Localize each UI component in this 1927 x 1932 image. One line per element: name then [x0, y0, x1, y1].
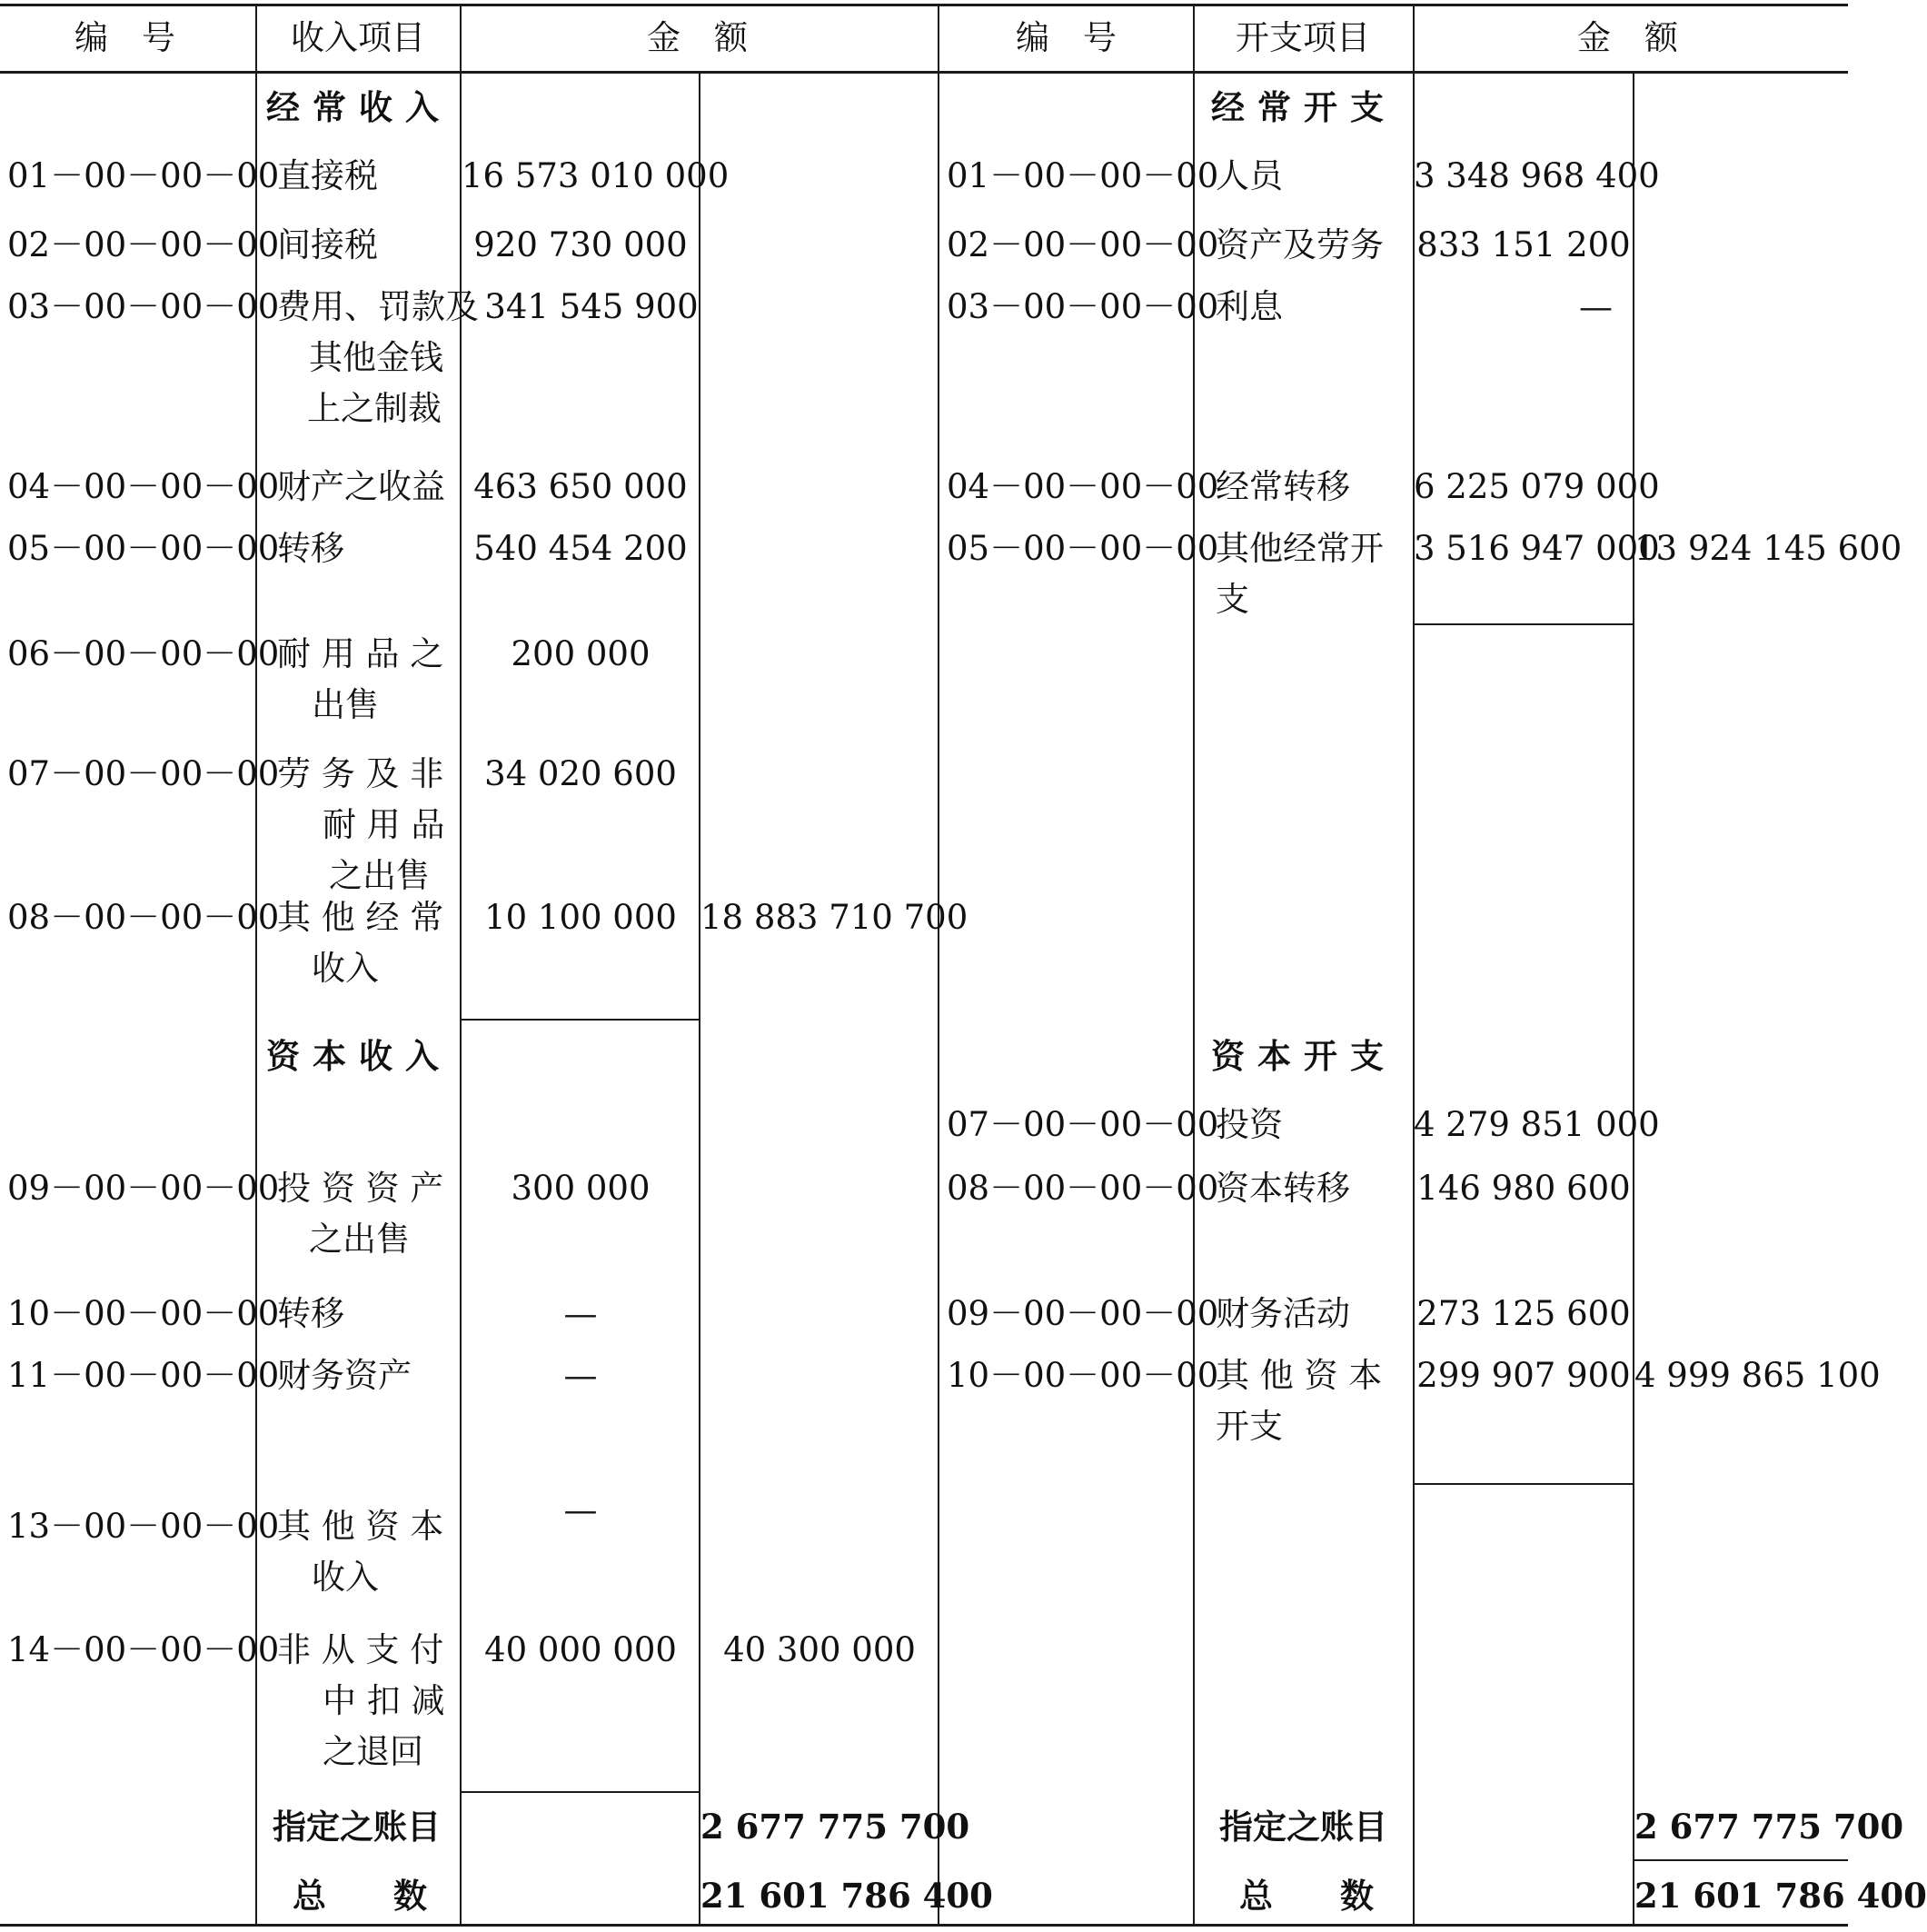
income-amount: 540 454 200 [473, 529, 688, 568]
expense-code: 08－00－00－00 [947, 1169, 1219, 1208]
income-current-total: 18 883 710 700 [700, 898, 968, 937]
income-item: 非 从 支 付 [277, 1630, 444, 1669]
income-capital-total: 40 300 000 [723, 1630, 916, 1669]
income-amount: 463 650 000 [473, 467, 688, 506]
income-item: 直接税 [277, 156, 378, 195]
income-code: 09－00－00－00 [7, 1169, 280, 1208]
expense-code: 10－00－00－00 [947, 1356, 1219, 1395]
expense-item: 人员 [1216, 156, 1283, 195]
right-current-close [1414, 623, 1634, 625]
expense-capital-total: 4 999 865 100 [1634, 1356, 1881, 1395]
income-code: 13－00－00－00 [7, 1507, 280, 1546]
income-amount: 34 020 600 [484, 754, 677, 793]
expense-amount: 299 907 900 [1416, 1356, 1631, 1395]
income-item: 之退回 [323, 1732, 423, 1771]
income-item: 转移 [277, 1294, 344, 1333]
income-item: 之出售 [329, 856, 430, 895]
income-item: 其他金钱 [309, 338, 443, 377]
header-amount-left: 金 额 [647, 18, 748, 57]
expense-total-label: 总 数 [1239, 1876, 1374, 1916]
income-item: 财产之收益 [277, 467, 445, 506]
income-code: 01－00－00－00 [7, 156, 280, 195]
expense-code: 09－00－00－00 [947, 1294, 1219, 1333]
income-amount: 300 000 [511, 1169, 651, 1208]
income-code: 02－00－00－00 [7, 225, 280, 264]
expense-code: 01－00－00－00 [947, 156, 1219, 195]
income-item: 劳 务 及 非 [277, 754, 444, 793]
header-code-right: 编 号 [1016, 18, 1117, 57]
income-code: 14－00－00－00 [7, 1630, 280, 1669]
income-assigned-amount: 2 677 775 700 [700, 1807, 970, 1847]
expense-current-total: 13 924 145 600 [1634, 529, 1902, 568]
income-amount: 16 573 010 000 [462, 156, 730, 195]
income-amount: 40 000 000 [484, 1630, 677, 1669]
income-amount: 200 000 [511, 634, 651, 673]
income-item: 财务资产 [277, 1356, 412, 1395]
expense-amount: 3 348 968 400 [1414, 156, 1660, 195]
expense-code: 04－00－00－00 [947, 467, 1219, 506]
expense-amount: 146 980 600 [1416, 1169, 1631, 1208]
income-amount: 341 545 900 [484, 287, 699, 326]
income-item: 出售 [312, 685, 379, 724]
table-top-border [0, 4, 1848, 6]
income-code: 11－00－00－00 [7, 1356, 280, 1395]
expense-item: 资本转移 [1216, 1169, 1350, 1208]
income-code: 08－00－00－00 [7, 898, 280, 937]
income-item: 耐 用 品 [323, 805, 445, 844]
left-current-close [461, 1019, 700, 1021]
income-section-capital: 资本收入 [266, 1036, 452, 1076]
right-assigned-rule [1634, 1859, 1848, 1861]
expense-amount: — [1579, 287, 1613, 326]
expense-item: 投资 [1216, 1105, 1283, 1144]
income-item: 间接税 [277, 225, 378, 264]
income-item: 其 他 资 本 [277, 1507, 444, 1546]
right-capital-close [1414, 1483, 1634, 1485]
expense-item: 支 [1216, 580, 1249, 619]
expense-code: 03－00－00－00 [947, 287, 1219, 326]
expense-amount: 273 125 600 [1416, 1294, 1631, 1333]
expense-amount: 833 151 200 [1416, 225, 1631, 264]
col-sep-right-subtotal [1633, 73, 1634, 1927]
header-expense-item: 开支项目 [1236, 18, 1370, 57]
income-code: 06－00－00－00 [7, 634, 280, 673]
left-capital-close [461, 1791, 700, 1793]
expense-item: 其 他 资 本 [1216, 1356, 1383, 1395]
col-sep-5 [1413, 4, 1415, 1927]
expense-section-current: 经常开支 [1211, 87, 1396, 127]
income-item: 投 资 资 产 [277, 1169, 444, 1208]
header-income-item: 收入项目 [291, 18, 425, 57]
expense-item: 资产及劳务 [1216, 225, 1384, 264]
expense-item: 其他经常开 [1216, 529, 1384, 568]
header-bottom-border [0, 71, 1848, 74]
income-item: 收入 [312, 1558, 379, 1597]
header-code-left: 编 号 [74, 18, 175, 57]
expense-amount: 3 516 947 000 [1414, 529, 1660, 568]
expense-code: 02－00－00－00 [947, 225, 1219, 264]
income-item: 收入 [312, 949, 379, 988]
income-item: 中 扣 减 [323, 1681, 445, 1720]
expense-item: 财务活动 [1216, 1294, 1350, 1333]
income-assigned-label: 指定之账目 [273, 1807, 441, 1847]
income-amount: — [563, 1356, 598, 1395]
expense-item: 利息 [1216, 287, 1283, 326]
expense-assigned-label: 指定之账目 [1219, 1807, 1387, 1847]
income-item: 耐 用 品 之 [277, 634, 444, 673]
income-code: 05－00－00－00 [7, 529, 280, 568]
income-amount: — [563, 1294, 598, 1333]
income-code: 03－00－00－00 [7, 287, 280, 326]
income-item: 其 他 经 常 [277, 898, 444, 937]
income-item: 之出售 [309, 1220, 410, 1259]
expense-code: 05－00－00－00 [947, 529, 1219, 568]
expense-amount: 4 279 851 000 [1414, 1105, 1660, 1144]
income-amount: 920 730 000 [473, 225, 688, 264]
income-amount: 10 100 000 [484, 898, 677, 937]
income-total-label: 总 数 [293, 1876, 427, 1916]
income-item: 费用、罚款及 [277, 287, 479, 326]
income-item: 上之制裁 [307, 389, 442, 428]
expense-code: 07－00－00－00 [947, 1105, 1219, 1144]
expense-item: 经常转移 [1216, 467, 1350, 506]
income-code: 10－00－00－00 [7, 1294, 280, 1333]
income-code: 04－00－00－00 [7, 467, 280, 506]
income-item: 转移 [277, 529, 344, 568]
expense-amount: 6 225 079 000 [1414, 467, 1660, 506]
expense-item: 开支 [1216, 1407, 1283, 1446]
expense-assigned-amount: 2 677 775 700 [1634, 1807, 1904, 1847]
income-code: 07－00－00－00 [7, 754, 280, 793]
expense-total-amount: 21 601 786 400 [1634, 1876, 1927, 1916]
expense-section-capital: 资本开支 [1211, 1036, 1396, 1076]
income-total-amount: 21 601 786 400 [700, 1876, 993, 1916]
income-section-current: 经常收入 [266, 87, 452, 127]
header-amount-right: 金 额 [1577, 18, 1678, 57]
income-amount: — [563, 1490, 598, 1529]
table-bottom-border [0, 1924, 1848, 1927]
